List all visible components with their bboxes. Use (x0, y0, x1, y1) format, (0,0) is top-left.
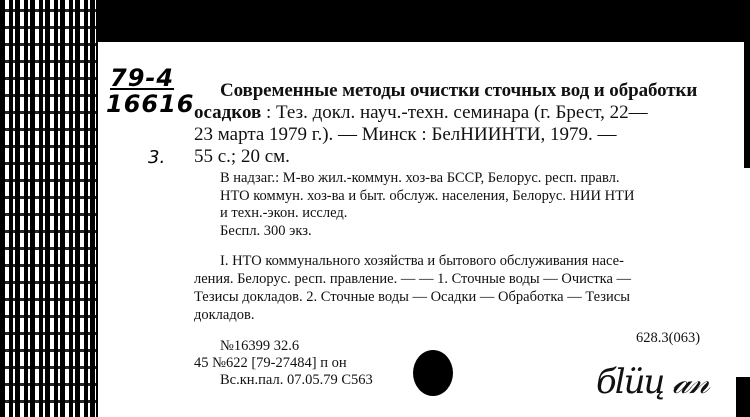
ink-blot (413, 350, 453, 396)
shelfmark-bottom: 16616 (106, 90, 195, 118)
accession-line2: 45 №622 [79-27484] п он (194, 355, 347, 371)
price-run: Беспл. 300 экз. (220, 223, 312, 239)
scan-corner-mark (736, 377, 750, 417)
handwritten-signature: бlüų 𝒶𝓃 (596, 362, 708, 402)
scan-right-border (744, 38, 750, 168)
note-line1: В надзаг.: М-во жил.-коммун. хоз-ва БССР, Белорус. респ. правл. (220, 170, 620, 186)
record-imprint: 23 марта 1979 г.). — Минск : БелНИИНТИ, 1979. — (194, 124, 617, 145)
record-extent: 55 с.; 20 см. (194, 146, 290, 167)
record-title-bold: осадков (194, 102, 262, 123)
note-line2: НТО коммун. хоз-ва и быт. обслуж. населения, Белорус. НИИ НТИ (220, 188, 635, 204)
udc-number: 628.3(063) (636, 330, 701, 346)
subject-line2: ления. Белорус. респ. правление. — — 1. Сточные воды — Очистка — (194, 271, 632, 287)
accession-line3: Вс.кн.пал. 07.05.79 С563 (220, 372, 373, 388)
shelfmark-top: 79-4 (110, 64, 175, 92)
record-title-line2 (194, 102, 648, 124)
record-title-line1: Современные методы очистки сточных вод и обработки (220, 80, 698, 101)
note-line3: и техн.-экон. исслед. (220, 205, 348, 221)
subject-line1: I. НТО коммунального хозяйства и бытового обслуживания насе- (220, 253, 624, 269)
record-title-rest: : Тез. докл. науч.-техн. семинара (г. Брест, 22— (261, 102, 648, 123)
accession-line1: №16399 32.6 (220, 338, 300, 354)
scan-edge-strip (0, 0, 96, 417)
subject-line3: Тезисы докладов. 2. Сточные воды — Осадки — Обработка — Тезисы (194, 289, 630, 305)
scan-top-border (96, 0, 750, 42)
subject-line4: докладов. (194, 307, 255, 323)
margin-mark: 3. (148, 147, 166, 168)
